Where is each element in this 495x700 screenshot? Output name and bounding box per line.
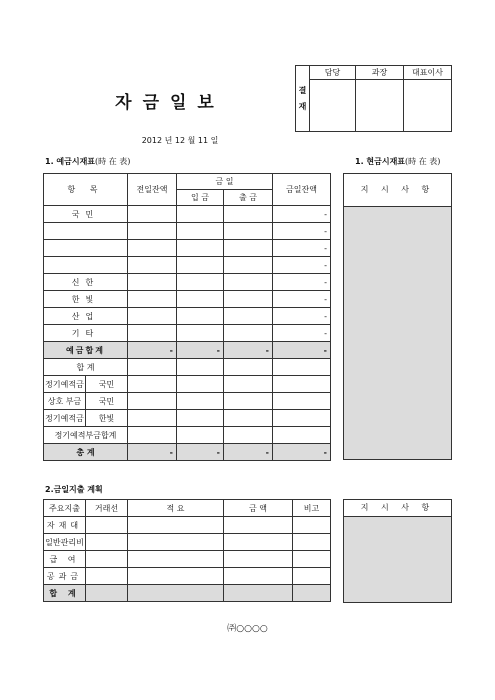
prev-balance-cell[interactable] [128, 427, 177, 444]
note-cell[interactable] [293, 568, 331, 585]
cash-subtitle: (時 在 表) [405, 157, 441, 166]
balance-cell[interactable]: - [273, 240, 331, 257]
deposit-cell[interactable] [177, 393, 224, 410]
spending-plan-table [43, 499, 331, 602]
withdraw-cell[interactable] [224, 223, 273, 240]
deposit-total-withdraw: - [224, 342, 273, 359]
prev-balance-cell[interactable] [128, 308, 177, 325]
deposit-cell[interactable] [177, 291, 224, 308]
balance-cell[interactable] [273, 376, 331, 393]
deposit-total-balance: - [273, 342, 331, 359]
note-cell[interactable] [293, 517, 331, 534]
prev-balance-cell[interactable] [128, 291, 177, 308]
spending-total-label: 합 계 [44, 585, 86, 602]
withdraw-cell[interactable] [224, 325, 273, 342]
table-row [44, 568, 331, 585]
table-row [44, 240, 331, 257]
prev-balance-cell[interactable] [128, 393, 177, 410]
withdraw-cell[interactable] [224, 240, 273, 257]
prev-balance-cell[interactable] [128, 206, 177, 223]
header-withdraw: 출 금 [224, 190, 273, 206]
deposit-cell[interactable] [177, 427, 224, 444]
deposit-cell[interactable] [177, 223, 224, 240]
cash-title-text: 1. 현금시재표 [355, 157, 406, 166]
document-title: 자금일보 [115, 93, 225, 113]
vendor-cell[interactable] [86, 568, 128, 585]
savings-bank: 한빛 [86, 410, 128, 427]
spending-label: 공과금 [44, 568, 86, 585]
deposit-cell[interactable] [177, 274, 224, 291]
withdraw-cell[interactable] [224, 274, 273, 291]
header-today: 금 일 [177, 174, 273, 190]
vendor-cell[interactable] [86, 551, 128, 568]
directive-header-2: 지 시 사 항 [344, 500, 451, 517]
description-cell[interactable] [128, 517, 224, 534]
savings-bank: 국민 [86, 393, 128, 410]
deposit-total-deposit: - [177, 342, 224, 359]
prev-balance-cell[interactable] [128, 223, 177, 240]
balance-cell[interactable]: - [273, 223, 331, 240]
approval-sign-staff[interactable] [310, 80, 356, 132]
description-cell[interactable] [128, 534, 224, 551]
grand-total-withdraw: - [224, 444, 273, 461]
deposit-cell[interactable] [177, 325, 224, 342]
balance-cell[interactable]: - [273, 325, 331, 342]
grand-total-prev: - [128, 444, 177, 461]
description-cell[interactable] [128, 551, 224, 568]
table-row [44, 223, 331, 240]
prev-balance-cell[interactable] [128, 410, 177, 427]
amount-cell[interactable] [224, 517, 293, 534]
prev-balance-cell[interactable] [128, 257, 177, 274]
table-row [44, 257, 331, 274]
balance-cell[interactable]: - [273, 308, 331, 325]
vendor-cell[interactable] [86, 534, 128, 551]
balance-cell[interactable]: - [273, 291, 331, 308]
bank-label [44, 223, 128, 240]
withdraw-cell[interactable] [224, 291, 273, 308]
withdraw-cell[interactable] [224, 359, 273, 376]
withdraw-cell[interactable] [224, 427, 273, 444]
directive-box-1 [343, 173, 452, 460]
note-cell[interactable] [293, 585, 331, 602]
balance-cell[interactable]: - [273, 274, 331, 291]
deposit-total-prev: - [128, 342, 177, 359]
description-cell[interactable] [128, 585, 224, 602]
approval-header-manager: 과장 [356, 66, 404, 80]
deposit-cell[interactable] [177, 410, 224, 427]
directive-area-1[interactable] [344, 207, 451, 459]
deposit-total-label: 예금합계 [44, 342, 128, 359]
header-deposit: 입 금 [177, 190, 224, 206]
deposit-cell[interactable] [177, 308, 224, 325]
balance-cell[interactable] [273, 359, 331, 376]
cash-section-title [355, 156, 440, 167]
approval-header-staff: 담당 [310, 66, 356, 80]
bank-label: 기타 [44, 325, 128, 342]
bank-label: 한빛 [44, 291, 128, 308]
deposit-cell[interactable] [177, 376, 224, 393]
spending-label: 일반관리비 [44, 534, 86, 551]
withdraw-cell[interactable] [224, 393, 273, 410]
deposit-cell[interactable] [177, 257, 224, 274]
amount-cell[interactable] [224, 551, 293, 568]
sum-row [44, 359, 331, 376]
sum-label: 합 계 [44, 359, 128, 376]
section1-title [45, 156, 130, 167]
vendor-cell[interactable] [86, 517, 128, 534]
approval-side-label: 결재 [296, 66, 310, 132]
header-vendor: 거래선 [86, 500, 128, 517]
prev-balance-cell[interactable] [128, 325, 177, 342]
deposit-total-row [44, 342, 331, 359]
note-cell[interactable] [293, 551, 331, 568]
amount-cell[interactable] [224, 568, 293, 585]
header-balance: 금일잔액 [273, 174, 331, 206]
amount-cell[interactable] [224, 534, 293, 551]
section1-title-text: 1. 예금시재표 [45, 157, 96, 166]
bank-label [44, 240, 128, 257]
table-row [44, 274, 331, 291]
approval-table [295, 65, 452, 132]
description-cell[interactable] [128, 568, 224, 585]
savings-total-label: 정기예적부금합계 [44, 427, 128, 444]
directive-box-2 [343, 499, 452, 603]
balance-cell[interactable]: - [273, 257, 331, 274]
withdraw-cell[interactable] [224, 410, 273, 427]
header-prev-balance: 전일잔액 [128, 174, 177, 206]
table-row [44, 291, 331, 308]
prev-balance-cell[interactable] [128, 240, 177, 257]
prev-balance-cell[interactable] [128, 376, 177, 393]
balance-cell[interactable]: - [273, 206, 331, 223]
prev-balance-cell[interactable] [128, 274, 177, 291]
section2-title: 2.금일지출 계획 [45, 485, 103, 494]
withdraw-cell[interactable] [224, 257, 273, 274]
withdraw-cell[interactable] [224, 376, 273, 393]
withdraw-cell[interactable] [224, 308, 273, 325]
spending-total-row [44, 585, 331, 602]
table-row [44, 517, 331, 534]
savings-bank: 국민 [86, 376, 128, 393]
report-date: 2012 년 12 월 11 일 [141, 136, 219, 145]
header-amount: 금 액 [224, 500, 293, 517]
table-row [44, 206, 331, 223]
savings-label: 정기예적금 [44, 410, 86, 427]
bank-label [44, 257, 128, 274]
directive-area-2[interactable] [344, 517, 451, 602]
savings-label: 정기예적금 [44, 376, 86, 393]
balance-cell[interactable] [273, 393, 331, 410]
table-row [44, 551, 331, 568]
amount-cell[interactable] [224, 585, 293, 602]
approval-sign-manager[interactable] [356, 80, 404, 132]
vendor-cell[interactable] [86, 585, 128, 602]
note-cell[interactable] [293, 534, 331, 551]
savings-row [44, 376, 331, 393]
savings-total-row [44, 427, 331, 444]
bank-label: 신한 [44, 274, 128, 291]
balance-cell[interactable] [273, 410, 331, 427]
deposit-cell[interactable] [177, 206, 224, 223]
balance-cell[interactable] [273, 427, 331, 444]
bank-label: 산업 [44, 308, 128, 325]
header-item: 항 목 [44, 174, 128, 206]
company-name: ㈜○○○○ [227, 624, 268, 634]
savings-row [44, 410, 331, 427]
table-row [44, 325, 331, 342]
table-row [44, 308, 331, 325]
table-row [44, 534, 331, 551]
header-note: 비고 [293, 500, 331, 517]
deposit-table [43, 173, 331, 461]
savings-row [44, 393, 331, 410]
grand-total-balance: - [273, 444, 331, 461]
bank-label: 국민 [44, 206, 128, 223]
approval-sign-ceo[interactable] [404, 80, 452, 132]
withdraw-cell[interactable] [224, 206, 273, 223]
grand-total-row [44, 444, 331, 461]
header-description: 적 요 [128, 500, 224, 517]
spending-label: 급 여 [44, 551, 86, 568]
savings-label: 상호 부금 [44, 393, 86, 410]
header-main-spending: 주요지출 [44, 500, 86, 517]
deposit-cell[interactable] [177, 240, 224, 257]
prev-balance-cell[interactable] [128, 359, 177, 376]
grand-total-deposit: - [177, 444, 224, 461]
grand-total-label: 총 계 [44, 444, 128, 461]
section1-subtitle: (時 在 表) [95, 157, 131, 166]
deposit-cell[interactable] [177, 359, 224, 376]
directive-header-1: 지 시 사 항 [344, 174, 451, 207]
approval-header-ceo: 대표이사 [404, 66, 452, 80]
spending-label: 자재대 [44, 517, 86, 534]
